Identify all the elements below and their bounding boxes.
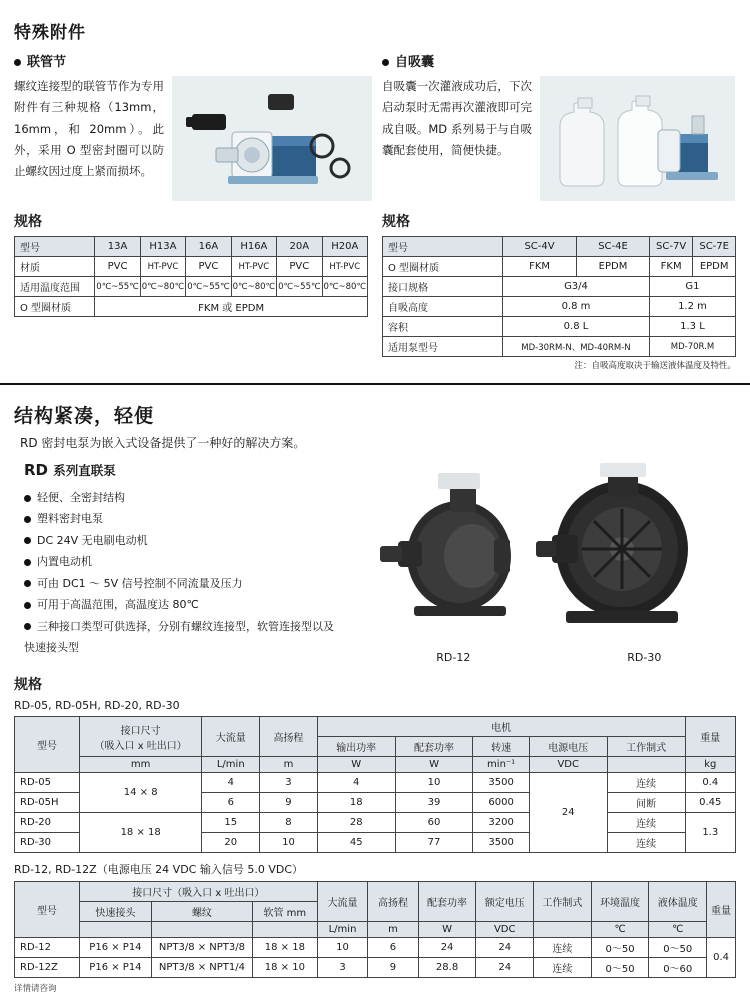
union-joint-body: 螺纹连接型的联管节作为专用附件有三种规格（13mm，16mm，和 20mm）。此外，采用 O 型密封圈可以防止螺纹因过度上紧而损坏。 [14,79,164,179]
priming-tank-body: 自吸囊一次灌液成功后，下次启动泵时无需再次灌液即可完成自吸。MD 系列易于与自吸囊配套使用，简便快捷。 [382,79,532,157]
right-spec-label: 规格 [382,214,410,230]
left-spec-label: 规格 [14,214,42,230]
bullet-dot-icon [382,59,389,66]
rd-feature-list [14,487,344,659]
table-subheader-row: 快速接头 螺纹 软管 mm [15,902,736,922]
table-header-row: 型号 13A H13A 16A H16A 20A H20A [15,237,368,257]
rd-feature-block [14,461,344,659]
bullet-dot-icon [24,623,31,630]
photo-caption-rd30: RD-30 [627,651,662,664]
table1-caption: RD-05, RD-05H, RD-20, RD-30 [14,699,180,712]
table-row: RD-05H 6 9 18 39 6000 间断 0.45 [15,793,736,813]
table-row: 适用泵型号 MD-30RM-N、MD-40RM-N MD-70R.M [383,337,736,357]
photo-caption-rd12: RD-12 [436,651,471,664]
union-joint-photo [172,76,372,201]
table-row: RD-20 18 × 18 15 8 28 60 3200 连续 1.3 [15,813,736,833]
table-row: 容积 0.8 L 1.3 L [383,317,736,337]
table2-caption: RD-12, RD-12Z（电源电压 24 VDC 输入信号 5.0 VDC） [14,863,304,876]
rd-photos [354,461,736,664]
section-accessories [0,0,750,371]
rd-product-title: RD 系列直联泵 [24,461,116,479]
list-item: 三种接口类型可供选择，分别有螺纹连接型，软管连接型以及快速接头型 [24,619,334,655]
bullet-dot-icon [14,59,21,66]
union-joint-heading: 联管节 [14,51,368,70]
table-row: RD-12 P16 × P14 NPT3/8 × NPT3/8 18 × 18 10 6 24 24 连续 0～50 0～50 0.4 [15,938,736,958]
bullet-dot-icon [24,580,31,587]
accessory-priming-tank [382,51,736,371]
table-header-row: 型号 接口尺寸 （吸入口 x 吐出口） 大流量 高扬程 电机 重量 [15,717,736,737]
table-unit-row: L/min m W VDC ℃ ℃ [15,922,736,938]
list-item: 内置电动机 [24,551,344,572]
table-row: 适用温度范围 0℃~55℃ 0℃~80℃ 0℃~55℃ 0℃~80℃ 0℃~55℃ 0℃~80℃ [15,277,368,297]
table-row: 自吸高度 0.8 m 1.2 m [383,297,736,317]
bullet-dot-icon [24,559,31,566]
bullet-dot-icon [24,495,31,502]
table-row: 材质 PVC HT-PVC PVC HT-PVC PVC HT-PVC [15,257,368,277]
header-size: 接口尺寸 （吸入口 x 吐出口） [79,717,202,757]
rd-spec-table-1 [14,716,736,853]
accessory-union-joint [14,51,368,371]
priming-tank-heading: 自吸囊 [382,51,736,70]
bullet-dot-icon [24,516,31,523]
rd-spec-label: 规格 [14,677,42,693]
list-item: 轻便、全密封结构 [24,487,344,508]
priming-tank-note: 注：自吸高度取决于输送液体温度及特性。 [574,361,736,371]
table-row: O 型圈材质 FKM 或 EPDM [15,297,368,317]
priming-tank-photo [540,76,735,201]
section2-title: 结构紧凑，轻便 [14,405,155,427]
rd-pumps-photo [354,461,714,651]
section-rd-series [0,385,750,994]
table-header-row: 型号 接口尺寸（吸入口 x 吐出口） 大流量 高扬程 配套功率 额定电压 工作制式 环境温度 液体温度 重量 [15,882,736,902]
table-header-row: 型号 SC-4V SC-4E SC-7V SC-7E [383,237,736,257]
table-row: RD-30 20 10 45 77 3500 连续 [15,833,736,853]
list-item: 塑料密封电泵 [24,508,344,529]
rd-spec-table-2 [14,881,736,978]
list-item: DC 24V 无电刷电动机 [24,530,344,551]
list-item: 可用于高温范围，高温度达 80℃ [24,594,344,615]
table-header-row: 输出功率 配套功率 转速 电源电压 工作制式 [15,737,736,757]
table-row: RD-12Z P16 × P14 NPT3/8 × NPT1/4 18 × 10 3 9 28.8 24 连续 0～50 0～60 [15,958,736,978]
union-joint-spec-table [14,236,368,317]
table-row: 接口规格 G3/4 G1 [383,277,736,297]
table-row: O 型圈材质 FKM EPDM FKM EPDM [383,257,736,277]
bullet-dot-icon [24,602,31,609]
section2-lead: RD 密封电泵为嵌入式设备提供了一种好的解决方案。 [20,436,306,450]
priming-tank-spec-table [382,236,736,357]
page-footer: 详情请咨询 [14,984,57,994]
section1-title: 特殊附件 [14,23,86,43]
table-unit-row: mm L/min m W W min⁻¹ VDC kg [15,757,736,773]
table-row: RD-05 14 × 8 4 3 4 10 3500 24 连续 0.4 [15,773,736,793]
bullet-dot-icon [24,537,31,544]
list-item: 可由 DC1 ～ 5V 信号控制不同流量及压力 [24,573,344,594]
